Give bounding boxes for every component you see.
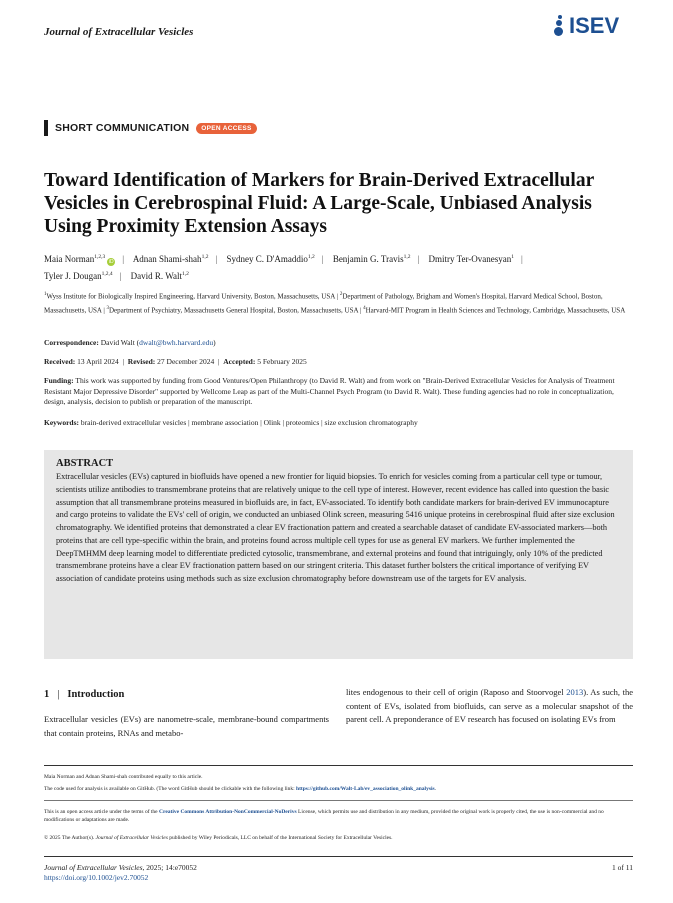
- abstract-heading: ABSTRACT: [56, 458, 114, 469]
- orcid-icon[interactable]: iD: [108, 259, 114, 265]
- introduction-left-column: Extracellular vesicles (EVs) are nanometre-scale, membrane-bound compartments that contain proteins, RNAs and metabo-: [44, 714, 329, 738]
- funding-statement: Funding: This work was supported by funding from Good Ventures/Open Philanthropy (to David R. Walt) and from work on "Brain-Derived Extracellular Vesicles for Analysis of Treatment Resistant Major Depressive Disorder" supported by Wellcome Leap as part of the Multi-Channel Psych Program (to David R. Walt). These funding agencies had no role in conceptualization, design, analysis, decision to publish or preparation of the manuscript.: [44, 376, 615, 406]
- author[interactable]: Tyler J. Dougan$^{1,2,4}$: [44, 271, 113, 281]
- github-link[interactable]: https://github.com/Walt-Lab/ev_association_olink_analysis: [296, 786, 435, 792]
- abstract-box: [44, 450, 633, 659]
- author[interactable]: Sydney C. D'Amaddio$^{1,2}$: [226, 254, 315, 264]
- footnote-divider: [44, 765, 633, 766]
- keywords: Keywords: brain-derived extracellular vesicles | membrane association | Olink | proteomics | size exclusion chromatography: [44, 418, 418, 427]
- citation-link[interactable]: 2013: [566, 687, 584, 697]
- article-type: [44, 120, 257, 136]
- isev-logo[interactable]: [553, 13, 619, 39]
- introduction-right-column: lites endogenous to their cell of origin (Raposo and Stoorvogel 2013). As such, the content of EVs, isolated from biofluids, can serve as a molecular snapshot of the parent cell. A preponderance of EV research has focused on isolating EVs from: [346, 687, 633, 724]
- equal-contribution-note: Maia Norman and Adnan Shami-shah contributed equally to this article.: [44, 774, 203, 780]
- correspondence-email-link[interactable]: dwalt@bwh.harvard.edu: [139, 338, 214, 347]
- journal-name: Journal of Extracellular Vesicles: [44, 26, 194, 38]
- code-availability-note: The code used for analysis is available on GitHub. (The word GitHub should be clickable with the following link: https://github.com/Walt-Lab/ev_association_olink_analysis.: [44, 786, 436, 792]
- article-type-label: SHORT COMMUNICATION: [55, 122, 190, 134]
- open-access-badge: OPEN ACCESS: [196, 123, 256, 134]
- license-link[interactable]: Creative Commons Attribution-NonCommercial-NoDerivs: [159, 809, 297, 815]
- isev-logo-mark-icon: [553, 15, 567, 37]
- article-title: Toward Identification of Markers for Brain-Derived Extracellular Vesicles in Cerebrospinal Fluid: A Large-Scale, Unbiased Analysis Using Proximity Extension Assays: [44, 170, 594, 237]
- author[interactable]: Maia Norman$^{1,2,3}$iD: [44, 254, 114, 265]
- author[interactable]: Dmitry Ter-Ovanesyan$^1$: [428, 254, 515, 264]
- author[interactable]: David R. Walt$^{1,2}$: [130, 271, 189, 281]
- article-dates: Received: 13 April 2024 | Revised: 27 December 2024 | Accepted: 5 February 2025: [44, 357, 307, 366]
- citation-line: Journal of Extracellular Vesicles, 2025; 14:e70052: [44, 863, 197, 872]
- author[interactable]: Adnan Shami-shah$^{1,2}$: [132, 254, 209, 264]
- isev-logo-text: ISEV: [569, 13, 620, 38]
- footer-divider: [44, 856, 633, 857]
- introduction-heading: 1 | Introduction: [44, 689, 125, 700]
- copyright-note: © 2025 The Author(s). Journal of Extracellular Vesicles published by Wiley Periodicals, LLC on behalf of the International Society for Extracellular Vesicles.: [44, 835, 393, 841]
- license-divider: [44, 800, 633, 801]
- correspondence: Correspondence: David Walt (dwalt@bwh.harvard.edu): [44, 338, 216, 347]
- page-footer: [44, 863, 197, 883]
- doi-link[interactable]: https://doi.org/10.1002/jev2.70052: [44, 873, 149, 882]
- license-note: This is an open access article under the terms of the Creative Commons Attribution-NonCommercial-NoDerivs License, which permits use and distribution in any medium, provided the original work is properly cited, the use is non-commercial and no modifications or adaptations are made.: [44, 809, 604, 823]
- author-list: Maia Norman$^{1,2,3}$iD | Adnan Shami-shah$^{1,2}$ | Sydney C. D'Amaddio$^{1,2}$ | Benjamin G. Travis$^{1,2}$ | Dmitry Ter-Ovanesyan$^1$ | Tyler J. Dougan$^{1,2,4}$ | David R. Walt$^{1,2}$: [44, 254, 523, 281]
- affiliations: $^1$Wyss Institute for Biologically Inspired Engineering, Harvard University, Boston, Massachusetts, USA | $^2$Department of Pathology, Brigham and Women's Hospital, Harvard Medical School, Boston, Massachusetts, USA | $^3$Department of Psychiatry, Massachusetts General Hospital, Boston, Massachusetts, USA | $^4$Harvard-MIT Program in Health Sciences and Technology, Cambridge, Massachusetts, USA: [44, 292, 626, 314]
- page-number: 1 of 11: [612, 863, 633, 872]
- article-type-bar: [44, 120, 48, 136]
- author[interactable]: Benjamin G. Travis$^{1,2}$: [332, 254, 411, 264]
- abstract-text: Extracellular vesicles (EVs) captured in biofluids have opened a new frontier for liquid biopsies. To enrich for vesicles coming from a particular cell type or tumour, scientists utilize antibodies to transmembrane proteins that are relatively unique to the cell type of interest. However, recent evidence has called into question the basic assumption that all transmembrane proteins measured in biofluids are, in fact, EV-associated. To identify both candidate markers for brain-derived EV immunocapture and cargo proteins to validate the EVs' cell of origin, we conducted an unbiased Olink screen, measuring 5416 unique proteins in cerebrospinal fluid after size exclusion chromatography. We identified proteins that demonstrated a clear EV fractionation pattern and created a searchable dataset of candidate EV-associated markers—both proteins that are cell type-specific within the brain, and proteins found across multiple cell types for use as general EV markers. We further implemented the DeepTMHMM deep learning model to differentiate predicted cytosolic, transmembrane, and external proteins and found that intriguingly, only 10% of the predicted transmembrane proteins have a clear EV fractionation pattern based on our stringent criteria. This dataset further bolsters the critical importance of verifying EV association of candidate proteins using methods such as size exclusion chromatography before downstream use of the targets for EV analysis.: [56, 472, 615, 583]
